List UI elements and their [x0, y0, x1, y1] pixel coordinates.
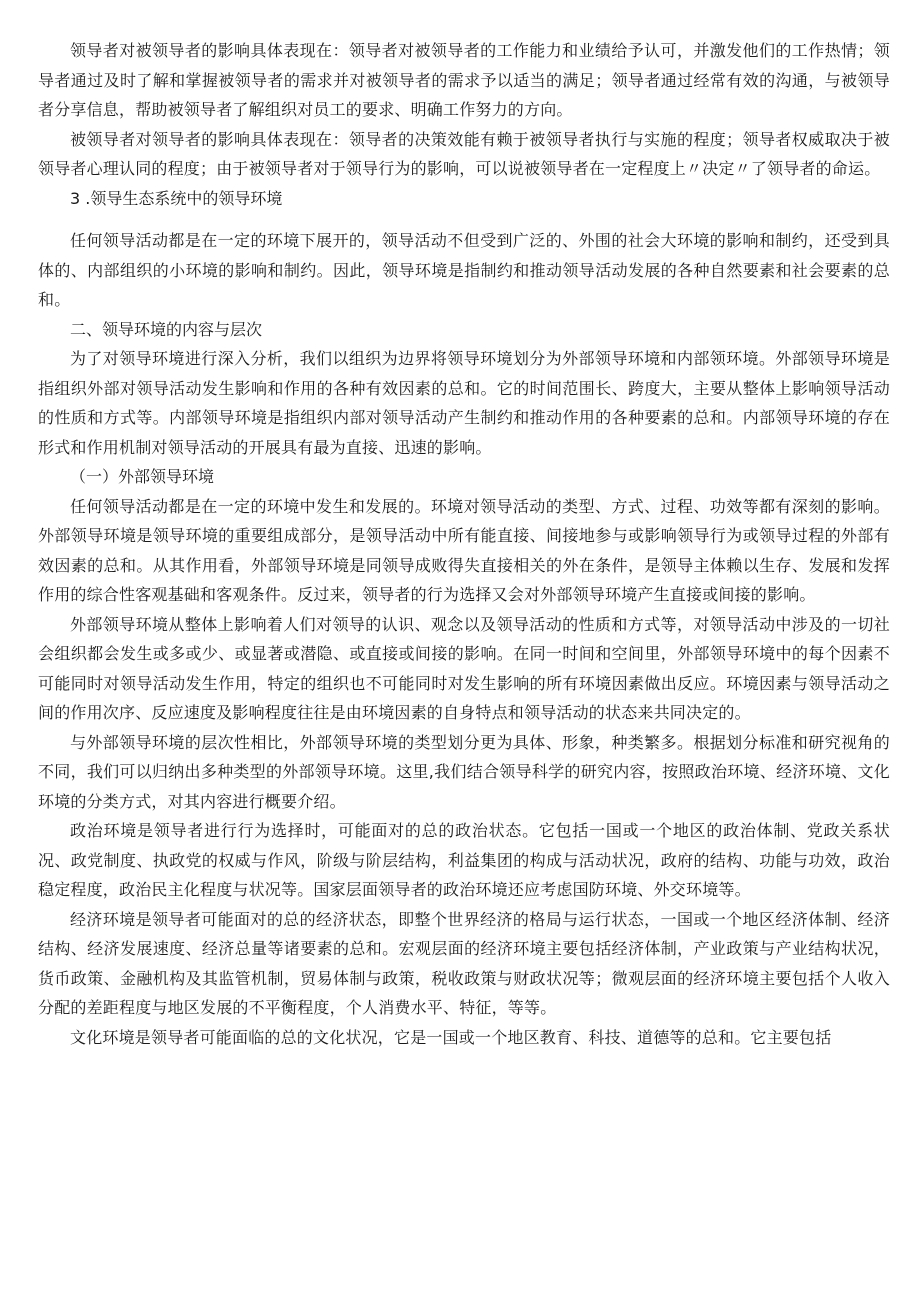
subsection-heading-external: （一）外部领导环境	[70, 467, 215, 486]
paragraph-cultural-environment: 文化环境是领导者可能面临的总的文化状况，它是一国或一个地区教育、科技、道德等的总和。它主要包括	[70, 1027, 832, 1047]
spacer	[38, 213, 890, 226]
paragraph-economic-environment: 经济环境是领导者可能面对的总的经济状态，即整个世界经济的格局与运行状态，一国或一个地区经济体制、经济结构、经济发展速度、经济总量等诸要素的总和。宏观层面的经济环境主要包括经济体制，产业政策与产业结构状况，货币政策、金融机构及其监管机制，贸易体制与政策，税收政策与财政状况等；微观层面的经济环境主要包括个人收入分配的差距程度与地区发展的不平衡程度，个人消费水平、特征，等等。	[38, 909, 890, 1017]
paragraph-environment-division: 为了对领导环境进行深入分析，我们以组织为边界将领导环境划分为外部领导环境和内部领环境。外部领导环境是指组织外部对领导活动发生影响和作用的各种有效因素的总和。它的时间范围长、跨度大，主要从整体上影响领导活动的性质和方式等。内部领导环境是指组织内部对领导活动产生制约和推动作用的各种要素的总和。内部领导环境的存在形式和作用机制对领导活动的开展具有最为直接、迅速的影响。	[38, 349, 890, 457]
section-heading-3: 3 .领导生态系统中的领导环境	[70, 188, 283, 208]
paragraph-external-types: 与外部领导环境的层次性相比，外部领导环境的类型划分更为具体、形象，种类繁多。根据划分标准和研究视角的不同，我们可以归纳出多种类型的外部领导环境。这里,我们结合领导科学的研究内容，按照政治环境、经济环境、文化环境的分类方式，对其内容进行概要介绍。	[38, 732, 890, 811]
paragraph-follower-influence: 被领导者对领导者的影响具体表现在：领导者的决策效能有赖于被领导者执行与实施的程度；领导者权威取决于被领导者心理认同的程度；由于被领导者对于领导行为的影响，可以说被领导者在一定程度上〃决定〃了领导者的命运。	[38, 129, 890, 178]
paragraph-environment-definition: 任何领导活动都是在一定的环境下展开的，领导活动不但受到广泛的、外围的社会大环境的影响和制约，还受到具体的、内部组织的小环境的影响和制约。因此，领导环境是指制约和推动领导活动发展的各种自然要素和社会要素的总和。	[38, 231, 890, 309]
document-page	[38, 36, 890, 1052]
paragraph-external-environment: 任何领导活动都是在一定的环境中发生和发展的。环境对领导活动的类型、方式、过程、功效等都有深刻的影响。外部领导环境是领导环境的重要组成部分，是领导活动中所有能直接、间接地参与或影响领导行为或领导过程的外部有效因素的总和。从其作用看，外部领导环境是同领导成败得失直接相关的外在条件，是领导主体赖以生存、发展和发挥作用的综合性客观基础和客观条件。反过来，领导者的行为选择又会对外部领导环境产生直接或间接的影响。	[38, 496, 890, 604]
paragraph-leader-influence: 领导者对被领导者的影响具体表现在：领导者对被领导者的工作能力和业绩给予认可，并激发他们的工作热情；领导者通过及时了解和掌握被领导者的需求并对被领导者的需求予以适当的满足；领导者通过经常有效的沟通，与被领导者分享信息，帮助被领导者了解组织对员工的要求、明确工作努力的方向。	[38, 41, 890, 119]
paragraph-external-influence: 外部领导环境从整体上影响着人们对领导的认识、观念以及领导活动的性质和方式等，对领导活动中涉及的一切社会组织都会发生或多或少、或显著或潜隐、或直接或间接的影响。在同一时间和空间里，外部领导环境中的每个因素不可能同时对领导活动发生作用，特定的组织也不可能同时对发生影响的所有环境因素做出反应。环境因素与领导活动之间的作用次序、反应速度及影响程度往往是由环境因素的自身特点和领导活动的状态来共同决定的。	[38, 614, 890, 722]
section-heading-2: 二、领导环境的内容与层次	[70, 319, 263, 339]
paragraph-political-environment: 政治环境是领导者进行行为选择时，可能面对的总的政治状态。它包括一国或一个地区的政治体制、党政关系状况、政党制度、执政党的权威与作风，阶级与阶层结构，利益集团的构成与活动状况，政府的结构、功能与功效，政治稳定程度，政治民主化程度与状况等。国家层面领导者的政治环境还应考虑国防环境、外交环境等。	[38, 821, 890, 899]
